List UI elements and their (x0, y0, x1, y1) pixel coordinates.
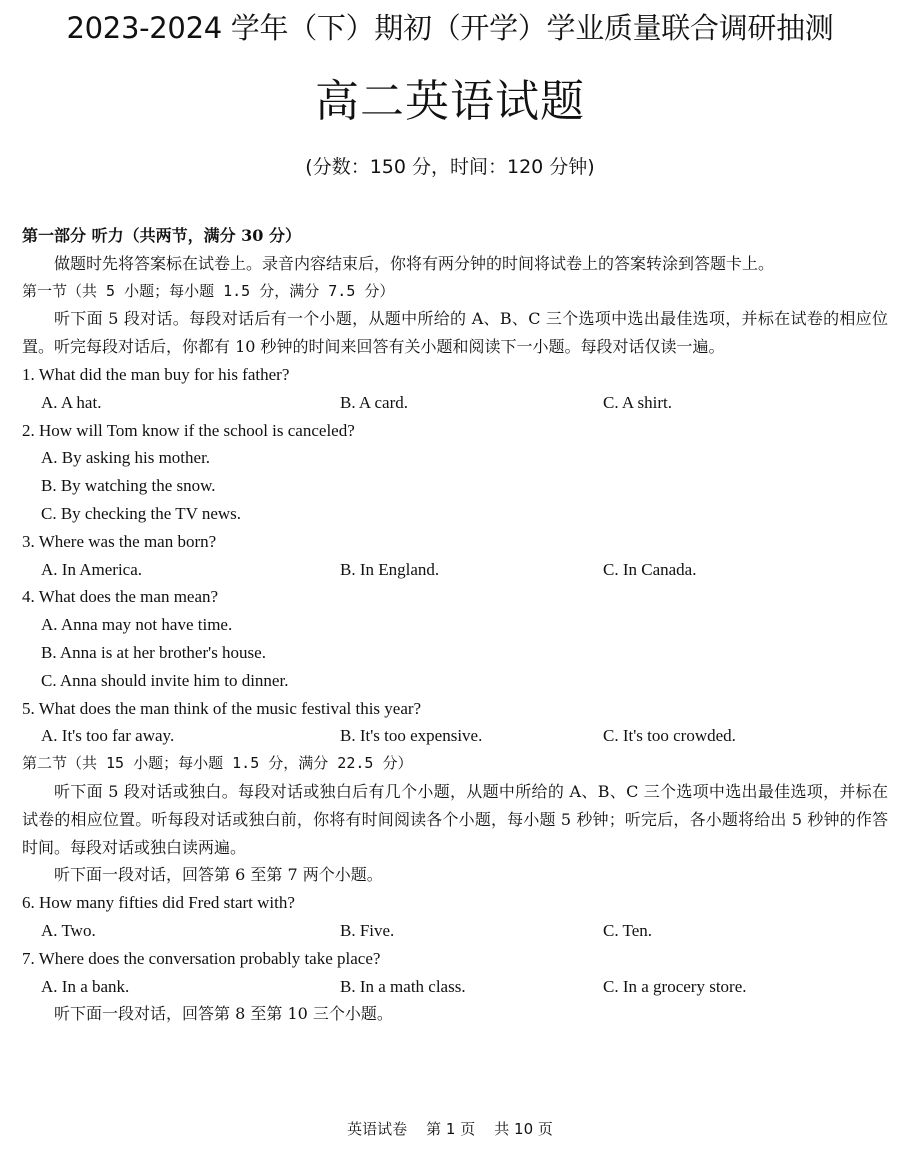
dialogue-intro-8-10: 听下面一段对话，回答第 8 至第 10 三个小题。 (54, 1004, 393, 1024)
option-b: B. A card. (340, 392, 408, 412)
option-a: A. By asking his mother. (41, 448, 211, 468)
option-b: B. In a math class. (340, 976, 466, 996)
exam-content (22, 222, 888, 1028)
question-1: 1. What did the man buy for his father? (22, 364, 290, 384)
page-footer: 英语试卷 第 1 页 共 10 页 (347, 1120, 553, 1138)
question-3: 3. Where was the man born? (22, 531, 217, 551)
option-b: B. It's too expensive. (340, 726, 483, 746)
section1-instruction: 听下面 5 段对话。每段对话后有一个小题，从题中所给的 A、B、C 三个选项中选出最佳选项，并标在试卷的相应位置。听完每段对话后，你都有 10 秒钟的时间来回答有关小题和阅读下一小题。每段对话仅读一遍。 (22, 309, 888, 357)
part1-instruction: 做题时先将答案标在试卷上。录音内容结束后，你将有两分钟的时间将试卷上的答案转涂到答题卡上。 (54, 253, 775, 273)
option-b: B. Five. (340, 920, 395, 940)
option-c: C. In Canada. (603, 559, 697, 579)
section1-heading: 第一节（共 5 小题；每小题 1.5 分，满分 7.5 分） (22, 281, 395, 300)
exam-score-time: (分数：150 分，时间：120 分钟) (305, 156, 595, 178)
option-a: A. It's too far away. (41, 726, 175, 746)
section2-heading: 第二节（共 15 小题；每小题 1.5 分，满分 22.5 分） (22, 754, 413, 773)
option-b: B. Anna is at her brother's house. (41, 642, 266, 662)
question-5-options (22, 722, 888, 750)
option-c: C. A shirt. (603, 392, 672, 412)
option-a: A. Two. (41, 920, 96, 940)
question-6-options (22, 917, 888, 945)
question-4: 4. What does the man mean? (22, 587, 219, 607)
option-b: B. In England. (340, 559, 440, 579)
option-c: C. In a grocery store. (603, 976, 747, 996)
option-a: A. Anna may not have time. (41, 615, 233, 635)
option-a: A. A hat. (41, 392, 102, 412)
dialogue-intro-6-7: 听下面一段对话，回答第 6 至第 7 两个小题。 (54, 865, 383, 885)
section2-instruction: 听下面 5 段对话或独白。每段对话或独白后有几个小题，从题中所给的 A、B、C 三个选项中选出最佳选项，并标在试卷的相应位置。听每段对话或独白前，你将有时间阅读各个小题，每小题 5 秒钟；听完后，各小题将给出 5 秒钟的作答时间。每段对话或独白读两遍。 (22, 781, 888, 857)
page-title: 高二英语试题 (315, 76, 585, 127)
question-5: 5. What does the man think of the music festival this year? (22, 698, 422, 718)
option-b: B. By watching the snow. (41, 476, 216, 496)
option-c: C. By checking the TV news. (41, 503, 242, 523)
question-3-options (22, 556, 888, 584)
option-a: A. In America. (41, 559, 143, 579)
part1-heading: 第一部分 听力（共两节，满分 30 分） (22, 226, 301, 245)
option-a: A. In a bank. (41, 976, 130, 996)
question-1-options (22, 389, 888, 417)
question-2: 2. How will Tom know if the school is canceled? (22, 420, 355, 440)
option-c: C. Ten. (603, 920, 653, 940)
question-6: 6. How many fifties did Fred start with? (22, 893, 295, 913)
option-c: C. Anna should invite him to dinner. (41, 670, 289, 690)
question-7: 7. Where does the conversation probably take place? (22, 948, 381, 968)
option-c: C. It's too crowded. (603, 726, 736, 746)
exam-name: 2023-2024 学年（下）期初（开学）学业质量联合调研抽测 (66, 11, 834, 45)
question-7-options (22, 973, 888, 1001)
